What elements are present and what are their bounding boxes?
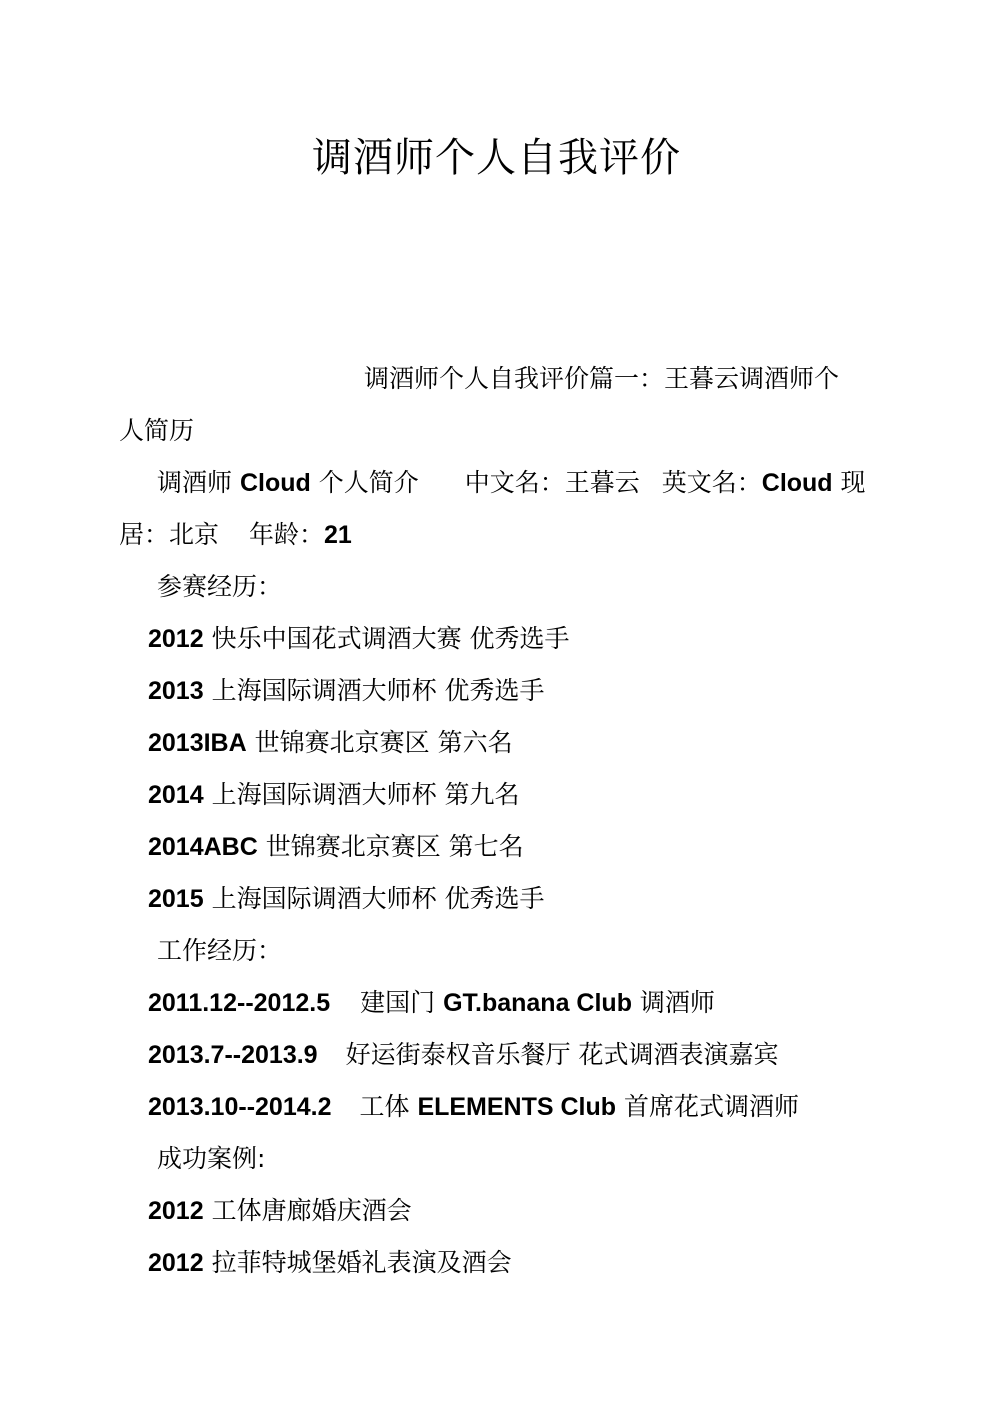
list-item: 2014ABC 世锦赛北京赛区 第七名 [148, 832, 524, 861]
competition-heading: 参赛经历： [157, 572, 283, 601]
intro-text: 个人简介 [310, 468, 419, 497]
list-item: 2013IBA 世锦赛北京赛区 第六名 [148, 728, 513, 757]
age-value: 21 [324, 521, 352, 549]
list-item: 2013 上海国际调酒大师杯 优秀选手 [148, 676, 545, 705]
intro-line-2 [119, 518, 352, 552]
intro-text: 调酒师 [157, 468, 240, 497]
intro-text: 现 [832, 468, 866, 497]
list-item: 2014 上海国际调酒大师杯 第九名 [148, 780, 520, 809]
intro-cloud: Cloud [239, 469, 311, 497]
list-item: 2013.10--2014.2 工体 ELEMENTS Club 首席花式调酒师 [148, 1092, 799, 1121]
work-heading: 工作经历： [157, 936, 283, 965]
section-heading-line2: 人简历 [119, 416, 195, 445]
list-item: 2015 上海国际调酒大师杯 优秀选手 [148, 884, 545, 913]
list-item: 2012 拉菲特城堡婚礼表演及酒会 [148, 1248, 512, 1277]
english-name-value: Cloud [761, 469, 833, 497]
chinese-name: 中文名：王暮云 [464, 468, 640, 497]
section-heading-line1: 调酒师个人自我评价篇一：王暮云调酒师个 [364, 364, 840, 393]
list-item: 2013.7--2013.9 好运街泰权音乐餐厅 花式调酒表演嘉宾 [148, 1040, 779, 1069]
english-name-label: 英文名： [661, 468, 762, 497]
residence: 居：北京 [119, 520, 220, 549]
cases-heading: 成功案例: [157, 1144, 266, 1173]
list-item: 2012 快乐中国花式调酒大赛 优秀选手 [148, 624, 570, 653]
age-label: 年龄： [249, 520, 325, 549]
list-item: 2011.12--2012.5 建国门 GT.banana Club 调酒师 [148, 988, 715, 1017]
intro-line-1 [157, 466, 866, 500]
list-item: 2012 工体唐廊婚庆酒会 [148, 1196, 412, 1225]
document-title: 调酒师个人自我评价 [312, 135, 681, 181]
